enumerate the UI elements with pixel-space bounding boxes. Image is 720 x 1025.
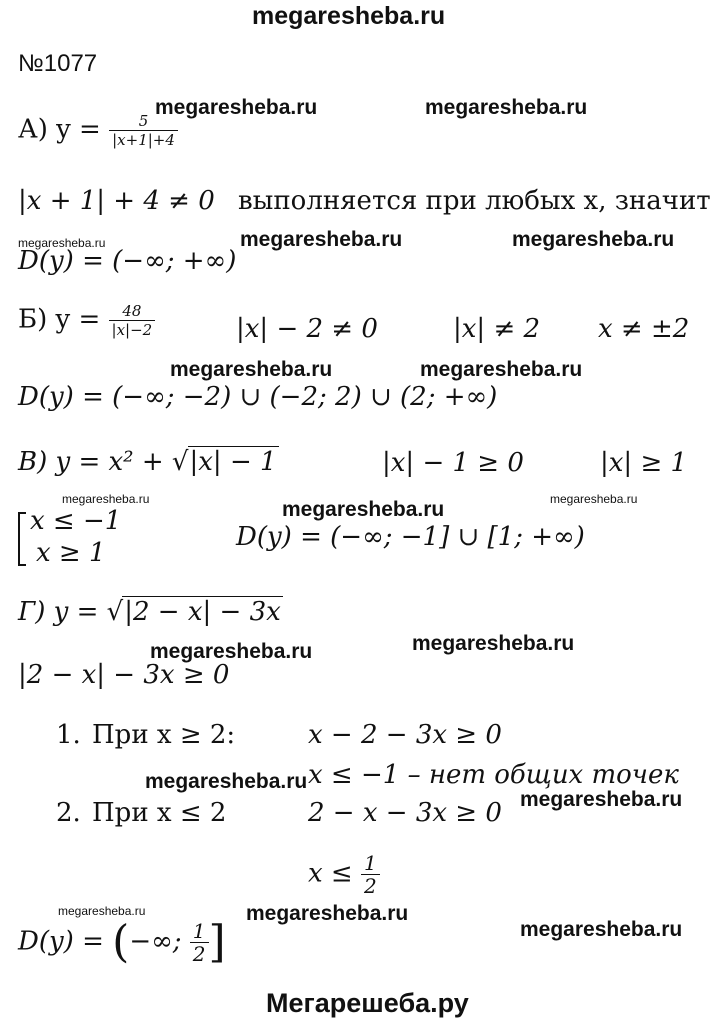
part-g-case-2-fraction: [361, 852, 380, 897]
footer-brand: Мегарешеба.ру: [266, 988, 469, 1018]
part-g-case-2-result: [308, 852, 380, 897]
part-g-domain: [18, 916, 226, 968]
part-v-condition-2: |x| ≥ 1: [600, 448, 688, 478]
watermark-small: megaresheba.ru: [58, 904, 146, 918]
sqrt-icon: √: [171, 447, 189, 477]
part-g-case-1-label: При x ≥ 2:: [92, 720, 236, 750]
part-b-formula: [18, 302, 155, 339]
part-v-domain: D(y) = (−∞; −1] ∪ [1; +∞): [236, 522, 585, 552]
part-a-domain: D(y) = (−∞; +∞): [18, 246, 237, 276]
part-g-case-2-number: 2.: [56, 798, 81, 828]
part-b-domain: D(y) = (−∞; −2) ∪ (−2; 2) ∪ (2; +∞): [18, 382, 498, 412]
watermark: megaresheba.ru: [240, 228, 403, 251]
part-g-case-2-denominator: 2: [361, 874, 380, 897]
part-a-denominator: |x+1|+4: [109, 130, 178, 149]
part-g-domain-mid: −∞;: [129, 926, 182, 957]
part-g-label: Г) y =: [18, 597, 107, 627]
paren-open-icon: (: [112, 916, 130, 968]
part-a-condition: |x + 1| + 4 ≠ 0: [18, 186, 215, 216]
system-bracket: [18, 512, 26, 566]
part-b-condition-1: |x| − 2 ≠ 0: [236, 314, 378, 344]
part-a-label: А) y =: [18, 114, 101, 145]
part-v-radicand: |x| − 1: [189, 447, 277, 477]
part-v-label: В) y = x² +: [18, 447, 172, 477]
part-g-case-2-result-lhs: x ≤: [308, 858, 353, 889]
bracket-close-icon: ]: [208, 916, 226, 968]
part-g-domain-lhs: D(y) =: [18, 926, 104, 957]
part-v-system-1: x ≤ −1: [30, 506, 122, 536]
task-number: №1077: [18, 50, 98, 77]
watermark: megaresheba.ru: [520, 918, 683, 941]
part-g-case-1-number: 1.: [56, 720, 81, 750]
watermark: megaresheba.ru: [145, 770, 308, 793]
part-g-domain-denominator: 2: [190, 942, 209, 965]
watermark-small: megaresheba.ru: [550, 492, 638, 506]
part-g-radicand: |2 − x| − 3x: [124, 597, 281, 627]
sqrt-icon: √: [106, 597, 124, 627]
part-g-condition: |2 − x| − 3x ≥ 0: [18, 660, 230, 690]
part-g-case-1-expr: x − 2 − 3x ≥ 0: [308, 720, 502, 750]
watermark: megaresheba.ru: [420, 358, 583, 381]
part-g-case-2-numerator: 1: [363, 851, 377, 875]
watermark: megaresheba.ru: [170, 358, 333, 381]
site-header: megaresheba.ru: [252, 2, 446, 30]
part-g-case-1-result: x ≤ −1 – нет общих точек: [308, 760, 679, 790]
watermark: megaresheba.ru: [425, 96, 588, 119]
part-a-note: выполняется при любых x, значит: [238, 186, 711, 216]
part-b-condition-2: |x| ≠ 2: [453, 314, 541, 344]
part-g-domain-fraction: [190, 920, 209, 965]
watermark: megaresheba.ru: [282, 498, 445, 521]
part-b-fraction: [109, 302, 156, 339]
part-g-case-2-expr: 2 − x − 3x ≥ 0: [308, 798, 502, 828]
part-v-system-2: x ≥ 1: [36, 538, 106, 568]
part-g-formula: [18, 596, 283, 627]
part-b-numerator: 48: [122, 302, 142, 320]
watermark: megaresheba.ru: [155, 96, 318, 119]
part-v-formula: [18, 446, 279, 477]
part-a-formula: [18, 112, 178, 149]
part-b-condition-3: x ≠ ±2: [598, 314, 690, 344]
part-b-denominator: |x|−2: [109, 320, 156, 339]
watermark-small: megaresheba.ru: [18, 236, 106, 250]
watermark: megaresheba.ru: [246, 902, 409, 925]
part-b-label: Б) y =: [18, 304, 101, 335]
part-g-case-2-label: При x ≤ 2: [92, 798, 227, 828]
watermark-small: megaresheba.ru: [62, 492, 150, 506]
watermark: megaresheba.ru: [412, 632, 575, 655]
watermark: megaresheba.ru: [520, 788, 683, 811]
part-g-domain-numerator: 1: [192, 919, 206, 943]
watermark: megaresheba.ru: [512, 228, 675, 251]
part-v-condition-1: |x| − 1 ≥ 0: [382, 448, 524, 478]
part-a-numerator: 5: [138, 112, 149, 130]
watermark: megaresheba.ru: [150, 640, 313, 663]
